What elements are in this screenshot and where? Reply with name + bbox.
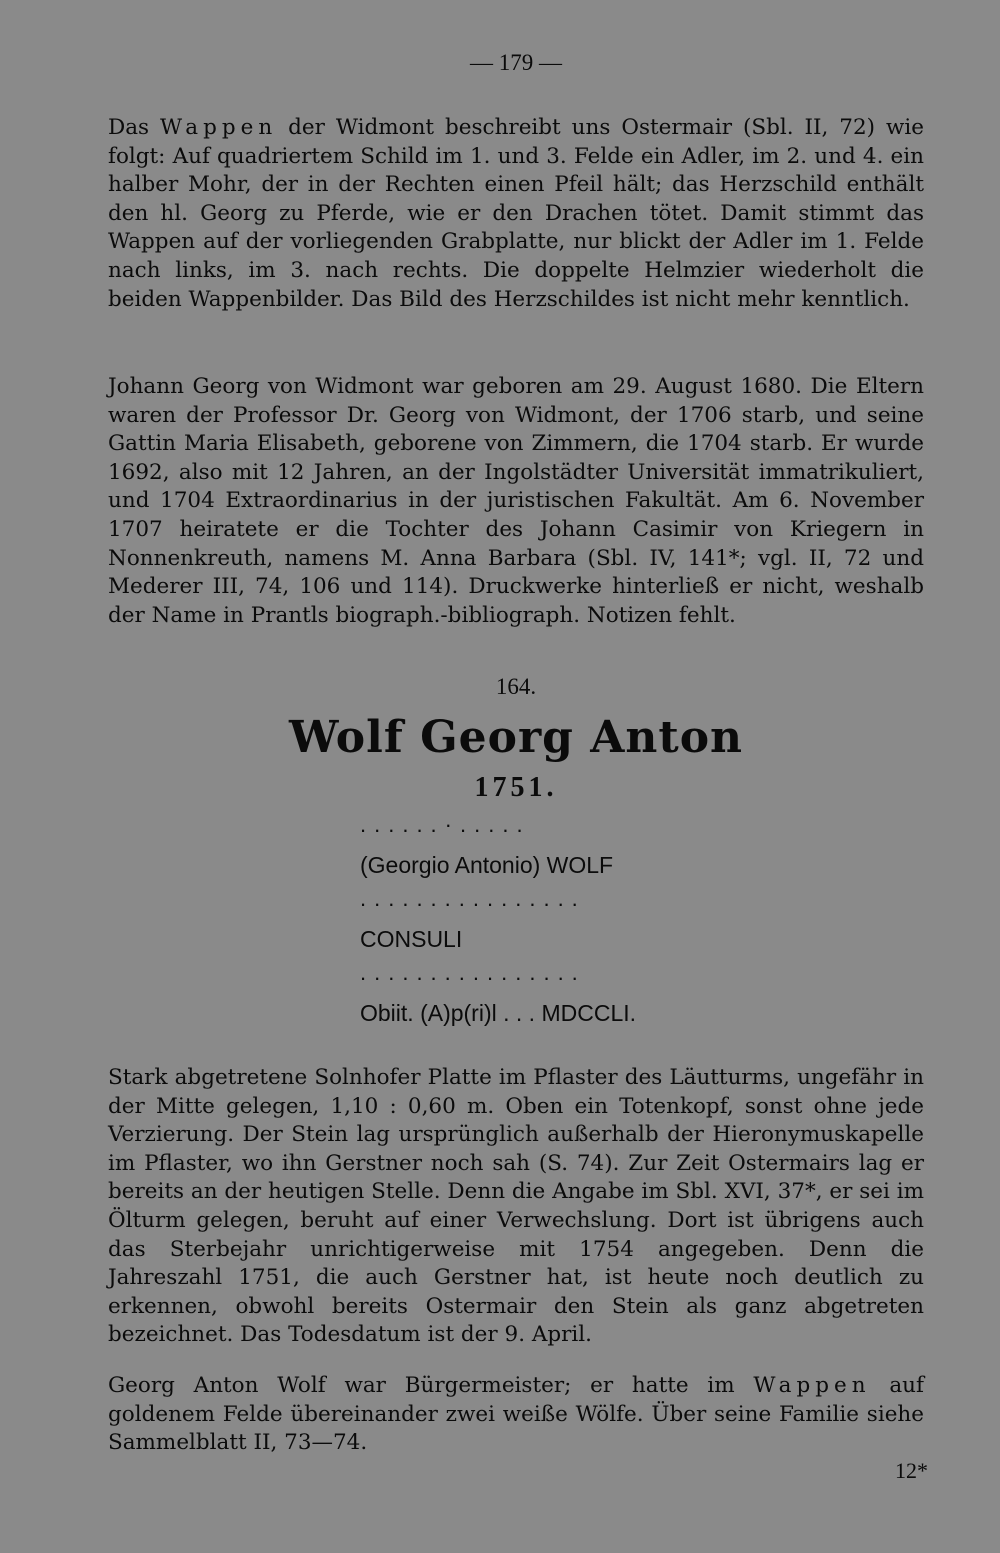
signature-mark: 12* <box>895 1458 928 1483</box>
page-number: — 179 — <box>470 50 562 75</box>
text-run: der Widmont beschreibt uns Ostermair (Sbl. II, 72) wie folgt: Auf quadriertem Schild im 1. und 3. Felde ein Adler, im 2. und 4. ein halber Mohr, der in der Rechten einen Pfeil hält; das Herzschild enthält den hl. Georg zu Pferde, wie er den Drachen tötet. Damit stimmt das Wappen auf der vorliegenden Grabplatte, nur blickt der Adler im 1. Felde nach links, im 3. nach rechts. Die doppelte Helmzier wiederholt die beiden Wappenbilder. Das Bild des Herzschildes ist nicht mehr kenntlich. <box>108 115 924 312</box>
text-run: auf goldenem Felde übereinander zwei weiße Wölfe. Über seine Familie siehe Sammelblatt II, 73—74. <box>108 1373 924 1456</box>
inscription-dots: ................ <box>360 960 586 985</box>
inscription-dots: ................ <box>360 886 586 911</box>
paragraph-biography: Johann Georg von Widmont war geboren am 29. August 1680. Die Eltern waren der Professor Dr. Georg von Widmont, der 1706 starb, und seine Gattin Maria Elisabeth, geborene von Zimmern, die 1704 starb. Er wurde 1692, also mit 12 Jahren, an der Ingolstädter Universität immatrikuliert, und 1704 Extraordinarius in der juristischen Fakultät. Am 6. November 1707 heiratete er die Tochter des Johann Casimir von Kriegern in Nonnenkreuth, namens M. Anna Barbara (Sbl. IV, 141*; vgl. II, 72 und Mederer III, 74, 106 und 114). Druckwerke hinterließ er nicht, weshalb der Name in Prantls biograph.-bibliograph. Notizen fehlt. <box>108 374 924 628</box>
paragraph-stone-description: Stark abgetretene Solnhofer Platte im Pflaster des Läutturms, ungefähr in der Mitte gelegen, 1,10 : 0,60 m. Oben ein Totenkopf, sonst ohne jede Verzierung. Der Stein lag ursprünglich außerhalb der Hieronymuskapelle im Pflaster, wo ihn Gerstner noch sah (S. 74). Zur Zeit Ostermairs lag er bereits an der heutigen Stelle. Denn die Angabe im Sbl. XVI, 37*, er sei im Ölturm gelegen, beruht auf einer Verwechslung. Dort ist übrigens auch das Sterbejahr unrichtigerweise mit 1754 angegeben. Denn die Jahreszahl 1751, die auch Gerstner hat, ist heute noch deutlich zu erkennen, obwohl bereits Ostermair den Stein als ganz abgetreten bezeichnet. Das Todesdatum ist der 9. April. <box>108 1065 924 1348</box>
text-run: Das <box>108 115 161 140</box>
paragraph-family <box>108 1372 924 1458</box>
text-run: Georg Anton Wolf war Bürgermeister; er hatte im <box>108 1373 754 1398</box>
inscription-dots: ......·..... <box>360 812 531 837</box>
spaced-word: Wappen <box>753 1373 871 1398</box>
inscription-line: Obiit. (A)p(ri)l . . . MDCCLI. <box>360 1000 637 1026</box>
spaced-word: Wappen <box>160 115 278 140</box>
paragraph-coat-of-arms <box>108 114 924 314</box>
entry-year: 1751. <box>474 772 558 803</box>
entry-number: 164. <box>495 674 537 699</box>
book-page <box>108 0 928 1553</box>
inscription-line: CONSULI <box>360 926 463 952</box>
entry-title: Wolf Georg Anton <box>288 712 744 763</box>
inscription-line: (Georgio Antonio) WOLF <box>360 852 614 878</box>
